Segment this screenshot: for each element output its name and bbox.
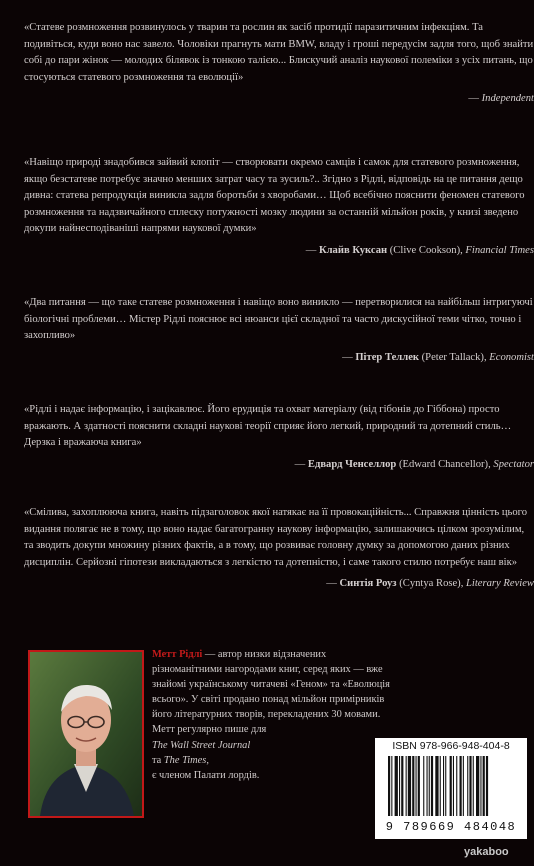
barcode-bar [399,756,400,816]
barcode-bar [450,756,452,816]
review-source: Literary Review [466,578,534,590]
barcode-bar [431,756,433,816]
author-name: Метт Рідлі [152,649,203,660]
review-attribution: — Синтія Роуз (Cyntya Rose), Literary Review [326,578,534,590]
barcode-bar [427,756,428,816]
review-attribution: — Едвард Ченселлор (Edward Chancellor), Spectator [294,458,534,470]
review-5 [24,505,534,591]
barcode-bar [423,756,424,816]
watermark-logo: yakaboo [464,846,509,858]
review-2 [24,155,534,258]
review-text: «Два питання — що таке статеве розмноження і навіщо воно виникло — перетворилися на найбільш інтригуючі біологічні проблеми… Містер Рідлі пояснює всі нюанси цієї складної та часто дискусійної теми чітко, точно і захопливо» [24,297,533,342]
barcode-bar [476,756,479,816]
review-author-name: Клайв Куксан [318,244,388,256]
barcode-bar [453,756,454,816]
review-source: Economist [489,351,534,363]
barcode-bar [483,756,485,816]
barcode-bar [445,756,446,816]
barcode-bar [429,756,430,816]
barcode-bar [388,756,390,816]
barcode-bar [460,756,462,816]
review-1 [24,20,534,106]
barcode-bar [486,756,488,816]
barcode-bar [473,756,474,816]
review-author-name: Синтія Роуз [339,578,397,590]
barcode-box [375,738,527,839]
review-source: Financial Times [465,244,534,256]
review-author-name: Пітер Теллек [355,351,419,363]
author-bio: Метт Рідлі — автор низки відзначених різноманітними нагородами книг, серед яких — вже знайомі українському читачеві «Геном» та «Еволюція всього». У світі продано понад мільйон примірників його літературних творів, перекладених 30 мовами. Метт регулярно пише для The Wall Street Journal та The Times, є членом Палати лордів. [152,649,390,781]
isbn-number: ISBN 978-966-948-404-8 [392,740,510,752]
author-bio-text-2: Метт регулярно пише для [152,724,267,736]
barcode-bar [395,756,398,816]
review-text: «Рідлі і надає інформацію, і зацікавлює. Його ерудиція та охват матеріалу (від гібонів до Гіббона) просто вражають. А здатності пояснити складні наукові теорії сприяє його легкий, природний та дотепний стиль… Дерзка і вражаюча книга» [24,404,512,449]
review-text: «Статеве розмноження розвинулось у тварин та рослин як засіб протидії паразитичним інфекціям. Та подивіться, куди воно нас завело. Чоловіки прагнуть мати BMW, владу і гроші передусім задля того, щоб знайти собі до пари жінок — молодих білявок із тонкою талією... Блискучий аналіз наукової полеміки з усіх питань, що стосуються статевого розмноження та еволюції» [24,22,534,83]
barcode-bar [416,756,417,816]
publication-wsj: The Wall Street Journal [152,739,251,751]
barcode-bar [456,756,457,816]
barcode-bar [418,756,420,816]
barcode-bar [412,756,414,816]
review-author-name: Едвард Ченселлор [307,458,397,470]
review-attribution: — Клайв Куксан (Clive Cookson), Financial Times [305,244,534,256]
review-author-original-name: (Edward Chancellor), [398,458,491,470]
barcode-bars [387,756,523,816]
author-portrait-image [30,652,142,816]
review-attribution: — Пітер Теллек (Peter Tallack), Economist [342,351,534,363]
barcode-bar [435,756,438,816]
barcode-bar [391,756,392,816]
review-text: «Смілива, захоплююча книга, навіть підзаголовок якої натякає на її провокаційність... Справжня цінність цього видання полягає не в тому, що воно надає багатогранну наукову інформацію, залишаючись цілком зрозумілим, та зводить докупи множину різних фактів, а в тому, що розвиває головну думку за допомогою даних різних дисциплін. Серйозні гіпотези викладаються з легкістю та дотепністю, і саме такого стилю потребує наш вік» [24,507,527,568]
review-attribution: — Independent [468,93,534,105]
barcode-bar [408,756,411,816]
author-bio-text-3: є членом Палати лордів. [152,769,260,781]
author-bio-text: — автор низки відзначених різноманітними нагородами книг, серед яких — вже знайомі українському читачеві «Геном» та «Еволюція всього». У світі продано понад мільйон примірників його літературних творів, перекладених 30 мовами. [152,649,390,721]
barcode-bar [480,756,481,816]
review-text: «Навіщо природі знадобився зайвий клопіт — створювати окремо самців і самок для статевого розмноження, якщо безстатеве потребує значно менших затрат часу та зусиль?.. Згідно з Рідлі, відповідь на це питання дещо дивна: статева репродукція виникла задля боротьби з хворобами… Щоб всебічно пояснити феномен статевого розмноження та надзвичайного сплеску потужності мозку людини за останній мільйон років, у книзі зведено докупи найнесподіваніші напрями наукової думки» [24,157,525,235]
review-author-original-name: (Cyntya Rose), [399,578,464,590]
review-source: Spectator [493,458,534,470]
barcode-bar [440,756,441,816]
barcode-bar [463,756,464,816]
review-source: Independent [481,93,534,105]
review-author-original-name: (Peter Tallack), [421,351,487,363]
author-bio-and: та [152,754,162,766]
barcode-bar [406,756,407,816]
barcode-digits: 9 789669 484048 [385,820,517,834]
barcode-bar [401,756,403,816]
publication-times: The Times [163,754,207,766]
review-3 [24,295,534,365]
barcode-bar [469,756,471,816]
author-photo [28,650,144,818]
barcode-bar [443,756,444,816]
review-4 [24,402,534,472]
barcode-bar [467,756,468,816]
review-author-original-name: (Clive Cookson), [389,244,463,256]
